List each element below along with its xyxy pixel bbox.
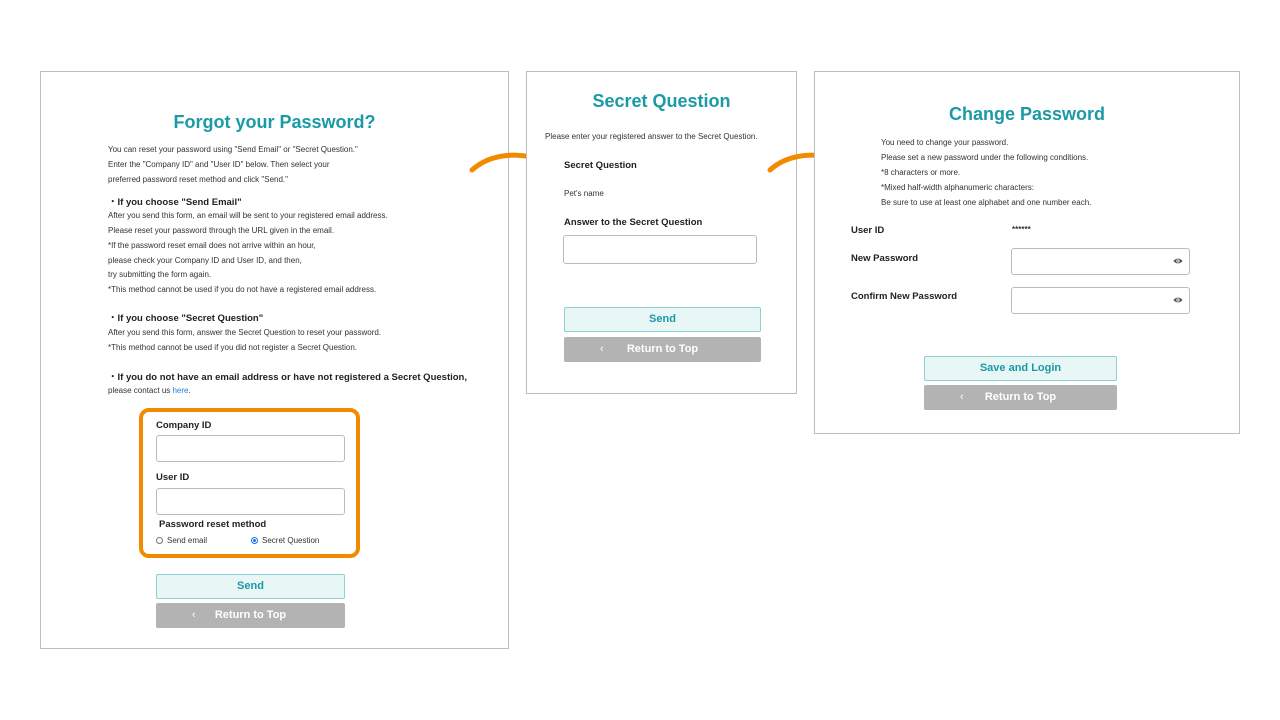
- form-highlight-box: [139, 408, 360, 558]
- email-method-line-3: *If the password reset email does not arrive within an hour,: [108, 241, 316, 250]
- change-line-1: You need to change your password.: [881, 138, 1009, 147]
- new-password-label: New Password: [851, 253, 919, 264]
- email-method-heading: ・If you choose "Send Email": [108, 197, 242, 208]
- forgot-intro-line-1: You can reset your password using "Send Email" or "Secret Question.": [108, 145, 358, 154]
- secret-question-option-label: Secret Question: [262, 536, 320, 545]
- change-line-3: *8 characters or more.: [881, 168, 961, 177]
- contact-prefix: please contact us: [108, 386, 173, 395]
- secret-question-panel: [526, 71, 797, 394]
- forgot-password-panel: [40, 71, 509, 649]
- change-line-5: Be sure to use at least one alphabet and one number each.: [881, 198, 1092, 207]
- send-email-option-label: Send email: [167, 536, 208, 545]
- forgot-send-button[interactable]: Send: [156, 574, 345, 599]
- email-method-line-5: try submitting the form again.: [108, 270, 212, 279]
- email-method-line-1: After you send this form, an email will be sent to your registered email address.: [108, 211, 388, 220]
- secret-question-label: Secret Question: [564, 160, 637, 171]
- user-id-value: ******: [1012, 225, 1031, 234]
- eye-icon[interactable]: [1173, 257, 1183, 265]
- user-id-label: User ID: [851, 225, 885, 236]
- company-id-label: Company ID: [156, 420, 212, 431]
- change-return-label: Return to Top: [984, 391, 1057, 403]
- secret-send-button[interactable]: Send: [564, 307, 761, 332]
- question-method-heading: ・If you choose "Secret Question": [108, 313, 264, 324]
- secret-question-title: Secret Question: [592, 91, 731, 111]
- change-return-button[interactable]: [924, 385, 1117, 410]
- email-method-line-6: *This method cannot be used if you do not have a registered email address.: [108, 285, 377, 294]
- answer-label: Answer to the Secret Question: [564, 217, 703, 228]
- confirm-password-input[interactable]: [1011, 287, 1190, 314]
- reset-method-label: Password reset method: [159, 519, 267, 530]
- chevron-left-icon: ‹: [192, 609, 196, 621]
- change-line-4: *Mixed half-width alphanumeric characters:: [881, 183, 1034, 192]
- forgot-intro-line-3: preferred password reset method and click "Send.": [108, 175, 288, 184]
- forgot-intro-line-2: Enter the "Company ID" and "User ID" below. Then select your: [108, 160, 330, 169]
- secret-intro: Please enter your registered answer to the Secret Question.: [545, 132, 758, 141]
- new-password-input[interactable]: [1011, 248, 1190, 275]
- email-method-line-2: Please reset your password through the URL given in the email.: [108, 226, 335, 235]
- forgot-password-title: Forgot your Password?: [173, 112, 376, 132]
- answer-input[interactable]: [563, 235, 757, 264]
- contact-line: [108, 386, 191, 395]
- question-method-line-1: After you send this form, answer the Secret Question to reset your password.: [108, 328, 382, 337]
- contact-suffix: .: [188, 386, 191, 395]
- secret-question-value: Pet's name: [564, 189, 604, 198]
- confirm-password-label: Confirm New Password: [851, 291, 958, 302]
- contact-here-link[interactable]: here: [172, 386, 189, 395]
- change-line-2: Please set a new password under the following conditions.: [881, 153, 1089, 162]
- forgot-return-label: Return to Top: [214, 609, 287, 621]
- question-method-line-2: *This method cannot be used if you did not register a Secret Question.: [108, 343, 358, 352]
- change-password-panel: [814, 71, 1240, 434]
- eye-icon[interactable]: [1173, 296, 1183, 304]
- secret-return-label: Return to Top: [626, 343, 699, 355]
- email-method-line-4: please check your Company ID and User ID, and then,: [108, 256, 302, 265]
- no-email-heading: ・If you do not have an email address or have not registered a Secret Question,: [108, 372, 467, 383]
- user-id-label: User ID: [156, 472, 190, 483]
- save-and-login-button[interactable]: Save and Login: [924, 356, 1117, 381]
- change-password-title: Change Password: [948, 104, 1106, 124]
- chevron-left-icon: ‹: [600, 343, 604, 355]
- secret-return-button[interactable]: [564, 337, 761, 362]
- chevron-left-icon: ‹: [960, 391, 964, 403]
- forgot-return-button[interactable]: [156, 603, 345, 628]
